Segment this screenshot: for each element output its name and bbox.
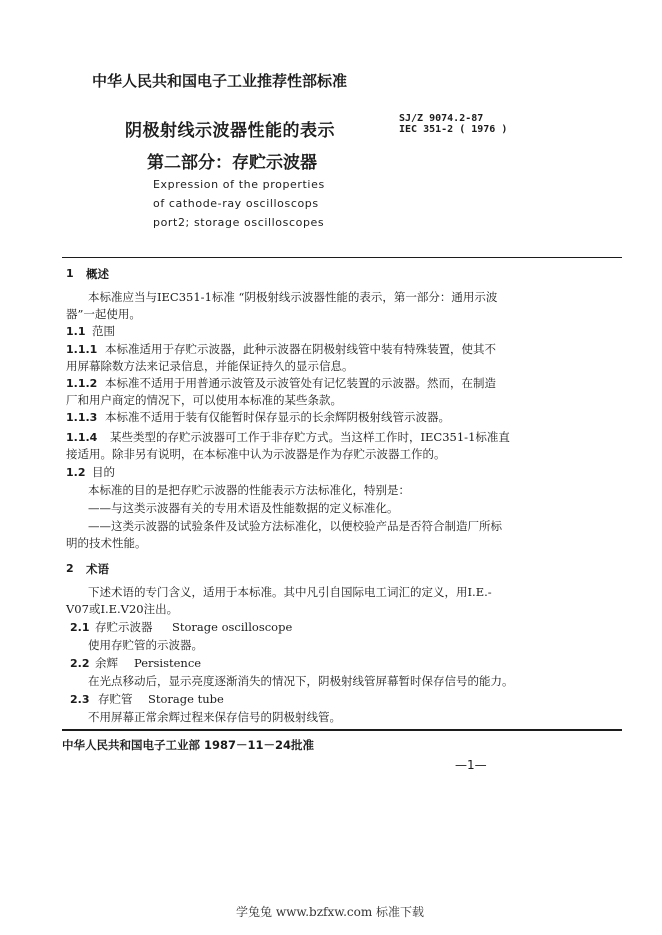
term-2-3-chinese: 存贮管 <box>98 692 133 706</box>
english-title-line1: Expression of the properties <box>153 178 325 191</box>
section-2-heading: 术语 <box>86 562 109 576</box>
clause-1-2-line1: 本标准的目的是把存贮示波器的性能表示方法标准化，特别是： <box>88 483 410 497</box>
section-2-intro-line2: V07或I.E.V20注出。 <box>66 602 179 616</box>
english-title-line3: port2; storage oscilloscopes <box>153 216 325 229</box>
clause-1-1-4-number: 1.1.4 <box>66 431 98 444</box>
footer-divider <box>62 729 622 731</box>
clause-1-2-number: 1.2 <box>66 466 86 479</box>
clause-1-1-title: 范围 <box>92 324 115 338</box>
term-2-1-number: 2.1 <box>70 621 90 634</box>
section-2-intro-line1: 下述术语的专门含义，适用于本标准。其中凡引自国际电工词汇的定义，用I.E.- <box>88 585 492 599</box>
term-2-2-definition: 在光点移动后，显示亮度逐渐消失的情况下，阴极射线管屏幕暂时保存信号的能力。 <box>88 674 514 688</box>
section-2-number: 2 <box>66 562 74 575</box>
clause-1-1-2-line1: 本标准不适用于用普通示波管及示波管处有记忆装置的示波器。然而，在制造 <box>105 376 496 390</box>
approval-line: 中华人民共和国电子工业部 1987－11－24批准 <box>62 738 315 752</box>
clause-1-1-3-number: 1.1.3 <box>66 411 98 424</box>
header-divider <box>62 257 622 258</box>
clause-1-1-number: 1.1 <box>66 325 86 338</box>
term-2-2-english: Persistence <box>134 656 202 670</box>
term-2-2-chinese: 余辉 <box>95 656 118 670</box>
document-title: 阴极射线示波器性能的表示 <box>125 121 335 141</box>
term-2-3-english: Storage tube <box>148 692 224 706</box>
clause-1-2-line4: 明的技术性能。 <box>66 536 147 550</box>
document-subtitle: 第二部分：存贮示波器 <box>147 153 317 173</box>
clause-1-1-4-line1: 某些类型的存贮示波器可工作于非存贮方式。当这样工作时，IEC351-1标准直 <box>110 430 510 444</box>
term-2-1-english: Storage oscilloscope <box>172 620 293 634</box>
english-title-line2: of cathode-ray oscilloscops <box>153 197 319 210</box>
term-2-3-number: 2.3 <box>70 693 90 706</box>
section-1-heading: 概述 <box>86 267 109 281</box>
iec-code: IEC 351-2 ( 1976 ) <box>399 124 508 135</box>
clause-1-1-1-number: 1.1.1 <box>66 343 98 356</box>
term-2-1-definition: 使用存贮管的示波器。 <box>88 638 203 652</box>
page-number: —1— <box>455 758 487 772</box>
clause-1-1-2-line2: 厂和用户商定的情况下，可以使用本标准的某些条款。 <box>66 393 342 407</box>
clause-1-1-1-line2: 用屏幕除数方法来记录信息，并能保证持久的显示信息。 <box>66 359 354 373</box>
clause-1-2-line3: ——这类示波器的试验条件及试验方法标准化，以便校验产品是否符合制造厂所标 <box>88 519 502 533</box>
clause-1-2-line2: ——与这类示波器有关的专用术语及性能数据的定义标准化。 <box>88 501 399 515</box>
watermark: 学兔兔 www.bzfxw.com 标准下载 <box>236 905 425 919</box>
clause-1-1-4-line2: 接适用。除非另有说明，在本标准中认为示波器是作为存贮示波器工作的。 <box>66 447 446 461</box>
clause-1-1-2-number: 1.1.2 <box>66 377 98 390</box>
section-1-intro-line1: 本标准应当与IEC351-1标准 “阴极射线示波器性能的表示，第一部分：通用示波 <box>88 290 498 304</box>
term-2-3-definition: 不用屏幕正常余辉过程来保存信号的阴极射线管。 <box>88 710 341 724</box>
standard-code: SJ/Z 9074.2-87 <box>399 113 484 124</box>
term-2-2-number: 2.2 <box>70 657 90 670</box>
section-1-intro-line2: 器”一起使用。 <box>66 307 141 321</box>
term-2-1-chinese: 存贮示波器 <box>95 620 153 634</box>
clause-1-1-3-line1: 本标准不适用于装有仅能暂时保存显示的长余辉阴极射线管示波器。 <box>105 410 450 424</box>
section-1-number: 1 <box>66 267 74 280</box>
institution-header: 中华人民共和国电子工业推荐性部标准 <box>92 72 348 90</box>
clause-1-2-title: 目的 <box>92 465 115 479</box>
clause-1-1-1-line1: 本标准适用于存贮示波器，此种示波器在阴极射线管中装有特殊装置，使其不 <box>105 342 496 356</box>
